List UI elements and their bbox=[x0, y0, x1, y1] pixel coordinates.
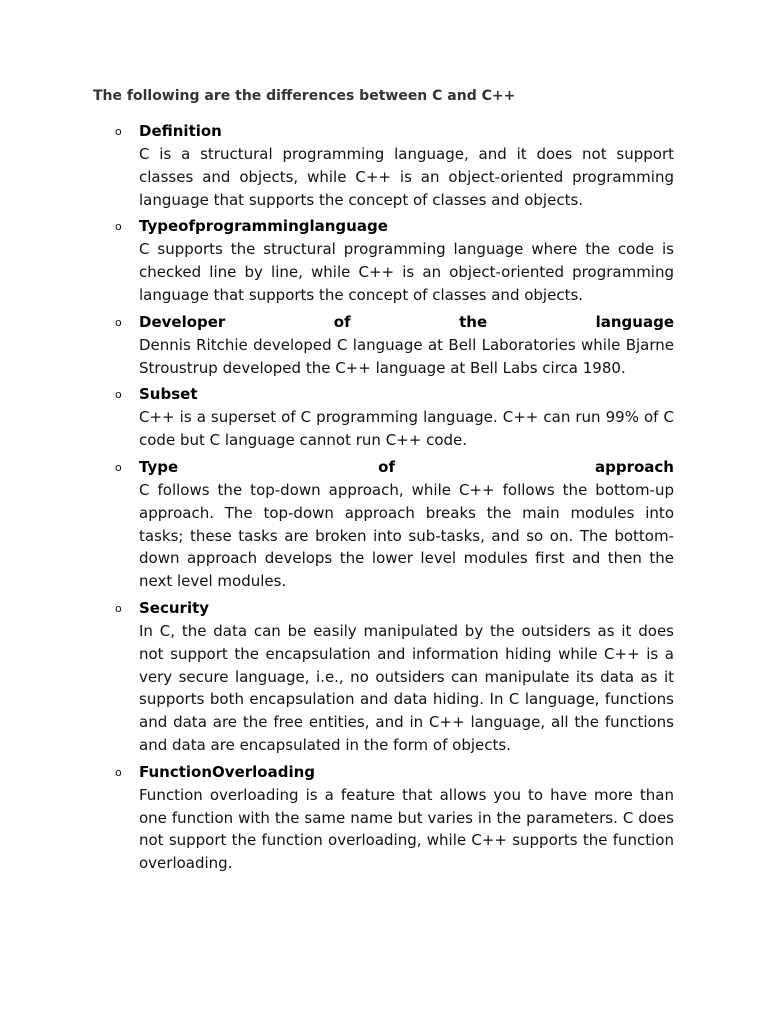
section-type-of-approach bbox=[0, 456, 768, 593]
section-title: FunctionOverloading bbox=[139, 762, 316, 781]
section-title: Subset bbox=[139, 385, 198, 404]
section-security bbox=[0, 597, 768, 757]
bullet-icon: o bbox=[115, 125, 122, 138]
differences-list bbox=[0, 120, 768, 879]
section-title: Type of approach bbox=[139, 457, 674, 476]
intro-heading: The following are the differences between C and C++ bbox=[93, 88, 516, 104]
section-body: C follows the top-down approach, while C++ follows the bottom-up approach. The top-down approach breaks the main modules into tasks; these tasks are broken into sub-tasks, and so on. The bottom-down approach develops the lower level modules first and then the next level modules. bbox=[139, 480, 674, 591]
bullet-icon: o bbox=[115, 601, 122, 615]
section-body: C++ is a superset of C programming language. C++ can run 99% of C code but C language cannot run C++ code. bbox=[139, 408, 674, 450]
bullet-icon: o bbox=[115, 765, 122, 779]
section-body: C is a structural programming language, and it does not support classes and objects, while C++ is an object-oriented programming language that supports the concept of classes and objects. bbox=[139, 145, 674, 209]
section-body: Dennis Ritchie developed C language at Bell Laboratories while Bjarne Stroustrup developed the C++ language at Bell Labs circa 1980. bbox=[139, 335, 674, 377]
bullet-icon: o bbox=[115, 460, 122, 474]
section-type-of-programming-language bbox=[0, 215, 768, 306]
section-definition bbox=[0, 120, 768, 211]
section-title: Definition bbox=[139, 122, 222, 140]
section-title: Developer of the language bbox=[139, 312, 674, 331]
section-body: Function overloading is a feature that allows you to have more than one function with the same name but varies in the parameters. C does not support the function overloading, while C++ supports the function overloading. bbox=[139, 785, 674, 873]
section-function-overloading bbox=[0, 761, 768, 875]
section-developer bbox=[0, 311, 768, 380]
bullet-icon: o bbox=[115, 220, 122, 234]
bullet-icon: o bbox=[115, 315, 122, 329]
section-subset bbox=[0, 383, 768, 452]
section-body: C supports the structural programming language where the code is checked line by line, while C++ is an object-oriented programming language that supports the concept of classes and objects. bbox=[139, 240, 674, 304]
section-body: In C, the data can be easily manipulated by the outsiders as it does not support the encapsulation and information hiding while C++ is a very secure language, i.e., no outsiders can manipulate its data as it supports both encapsulation and data hiding. In C language, functions and data are the free entities, and in C++ language, all the functions and data are encapsulated in the form of objects. bbox=[139, 621, 674, 754]
bullet-icon: o bbox=[115, 388, 122, 402]
section-title: Typeofprogramminglanguage bbox=[139, 217, 388, 236]
section-title: Security bbox=[139, 598, 210, 617]
